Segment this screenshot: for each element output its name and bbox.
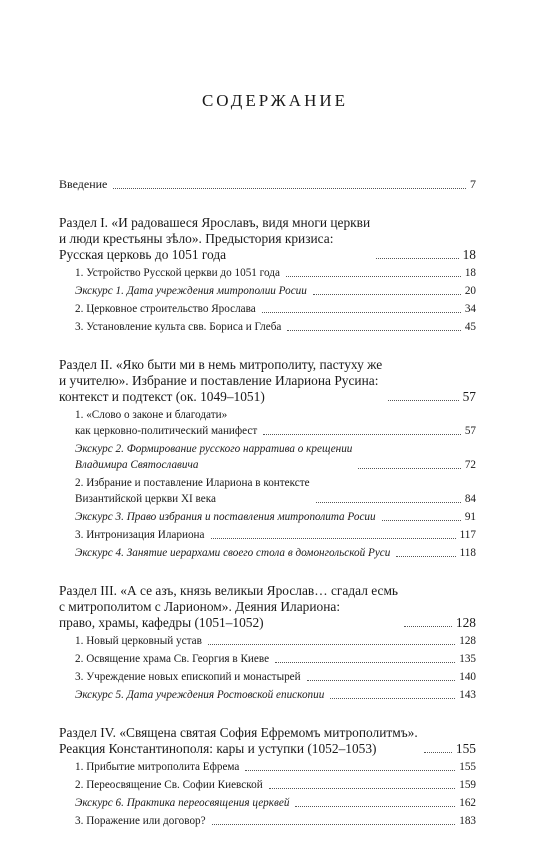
toc-excursus-entry[interactable] <box>75 509 476 525</box>
toc-page-number: 128 <box>459 635 476 647</box>
toc-section-heading[interactable] <box>59 725 476 757</box>
toc-chapter-entry[interactable] <box>75 777 476 793</box>
dot-leader <box>404 626 452 627</box>
toc-section-heading[interactable] <box>59 583 476 631</box>
toc-excursus-entry[interactable] <box>75 441 476 473</box>
toc-page-number: 140 <box>459 671 476 683</box>
toc-excursus-entry[interactable] <box>75 545 476 561</box>
toc-entry-label: Введение <box>59 177 108 191</box>
toc-page-number: 135 <box>459 653 476 665</box>
toc-entry-label: 1. Устройство Русской церкви до 1051 года <box>75 267 280 279</box>
toc-section-title: Раздел III. «А се азъ, князь великыи Ярослав… сгадал есмь с митрополитом с Ларионом». Деяния Илариона: право, храмы, кафедры (1051–1052) <box>59 583 399 630</box>
dot-leader <box>316 502 461 503</box>
toc-chapter-entry[interactable] <box>75 527 476 543</box>
dot-leader <box>212 824 456 825</box>
dot-leader <box>269 788 456 789</box>
dot-leader <box>211 538 456 539</box>
toc-section-title: Раздел II. «Яко быти ми в немь митрополиту, пастуху же и учителю». Избрание и поставление Илариона Русина: контекст и подтекст (ок. 1049–1051) <box>59 357 383 404</box>
toc-chapter-entry[interactable] <box>75 475 476 507</box>
toc-page-number: 57 <box>462 389 476 404</box>
toc-section-title: Раздел IV. «Священа святая София Ефремомъ митрополитмъ». Реакция Константинополя: кары и уступки (1052–1053) <box>59 725 418 756</box>
dot-leader <box>295 806 455 807</box>
dot-leader <box>262 312 461 313</box>
toc-page-number: 143 <box>459 689 476 701</box>
toc-chapter-entry[interactable] <box>75 319 476 335</box>
toc-chapter-entry[interactable] <box>75 301 476 317</box>
toc-section-heading[interactable] <box>59 357 476 405</box>
toc-entry-label: Экскурс 5. Дата учреждения Ростовской епископии <box>75 689 325 701</box>
toc-entry-label: 3. Установление культа свв. Бориса и Глеба <box>75 321 282 333</box>
toc-page-number: 72 <box>464 459 476 471</box>
toc-page-number: 20 <box>464 285 476 297</box>
dot-leader <box>358 468 460 469</box>
dot-leader <box>208 644 455 645</box>
dot-leader <box>287 330 460 331</box>
toc-chapter-entry[interactable] <box>75 633 476 649</box>
toc-entry-label: 2. Переосвящение Св. Софии Киевской <box>75 779 263 791</box>
toc-chapter-entry[interactable] <box>75 651 476 667</box>
toc-page-number: 118 <box>459 547 476 559</box>
toc-entry-label: Экскурс 6. Практика переосвящения церквей <box>75 797 290 809</box>
dot-leader <box>376 258 458 259</box>
toc-entry-label: Экскурс 1. Дата учреждения митрополии Росии <box>75 285 307 297</box>
toc-page-number: 84 <box>464 493 476 505</box>
toc-entry-label: 1. Прибытие митрополита Ефрема <box>75 761 240 773</box>
toc-page-number: 7 <box>470 177 476 191</box>
toc-section-title: Раздел I. «И радовашеся Ярославъ, видя многи церкви и люди крестьяны зѣло». Предыстория кризиса: Русская церковь до 1051 года <box>59 215 371 262</box>
toc-page-number: 57 <box>464 425 476 437</box>
dot-leader <box>275 662 455 663</box>
toc-entry-label: 1. Новый церковный устав <box>75 635 202 647</box>
toc-page-number: 34 <box>464 303 476 315</box>
toc-excursus-entry[interactable] <box>75 283 476 299</box>
dot-leader <box>330 698 455 699</box>
toc-chapter-entry[interactable] <box>75 759 476 775</box>
dot-leader <box>113 188 466 189</box>
toc-section-1 <box>59 215 476 335</box>
toc-page-number: 162 <box>459 797 476 809</box>
toc-section-heading[interactable] <box>59 215 476 263</box>
toc-page-number: 18 <box>462 247 476 262</box>
toc-entry-label: 2. Освящение храма Св. Георгия в Киеве <box>75 653 270 665</box>
dot-leader <box>396 556 455 557</box>
dot-leader <box>245 770 455 771</box>
toc-section-2 <box>59 357 476 561</box>
toc-section-3 <box>59 583 476 703</box>
toc-chapter-entry[interactable] <box>75 813 476 829</box>
toc-page-number: 117 <box>459 529 476 541</box>
toc-page-number: 18 <box>464 267 476 279</box>
toc-page-number: 155 <box>459 761 476 773</box>
toc-entry-label: 2. Церковное строительство Ярослава <box>75 303 256 315</box>
dot-leader <box>388 400 458 401</box>
dot-leader <box>286 276 461 277</box>
toc-excursus-entry[interactable] <box>75 795 476 811</box>
toc-entry-label: Экскурс 3. Право избрания и поставления митрополита Росии <box>75 511 376 523</box>
toc-entry-label: Экскурс 2. Формирование русского нарратива о крещении Владимира Святославича <box>75 443 353 471</box>
dot-leader <box>307 680 456 681</box>
toc-page-number: 183 <box>459 815 476 827</box>
toc-entry-label: 3. Поражение или договор? <box>75 815 206 827</box>
toc-page-number: 159 <box>459 779 476 791</box>
dot-leader <box>263 434 461 435</box>
table-of-contents <box>59 176 476 829</box>
toc-section-4 <box>59 725 476 829</box>
toc-excursus-entry[interactable] <box>75 687 476 703</box>
toc-entry-label: 3. Интронизация Илариона <box>75 529 205 541</box>
toc-entry-label: 2. Избрание и поставление Илариона в контексте Византийской церкви XI века <box>75 477 310 505</box>
dot-leader <box>313 294 461 295</box>
toc-entry-label: Экскурс 4. Занятие иерархами своего стола в домонгольской Руси <box>75 547 391 559</box>
toc-page-number: 128 <box>455 615 476 630</box>
toc-chapter-entry[interactable] <box>75 669 476 685</box>
toc-entry-label: 1. «Слово о законе и благодати» как церковно-политический манифест <box>75 409 258 437</box>
toc-page-number: 155 <box>455 741 476 756</box>
toc-entry-label: 3. Учреждение новых епископий и монастырей <box>75 671 301 683</box>
page-title: СОДЕРЖАНИЕ <box>201 91 349 110</box>
toc-chapter-entry[interactable] <box>75 407 476 439</box>
toc-page-number: 45 <box>464 321 476 333</box>
toc-chapter-entry[interactable] <box>75 265 476 281</box>
dot-leader <box>424 752 452 753</box>
toc-entry-introduction[interactable] <box>59 176 476 193</box>
toc-page-number: 91 <box>464 511 476 523</box>
dot-leader <box>382 520 461 521</box>
